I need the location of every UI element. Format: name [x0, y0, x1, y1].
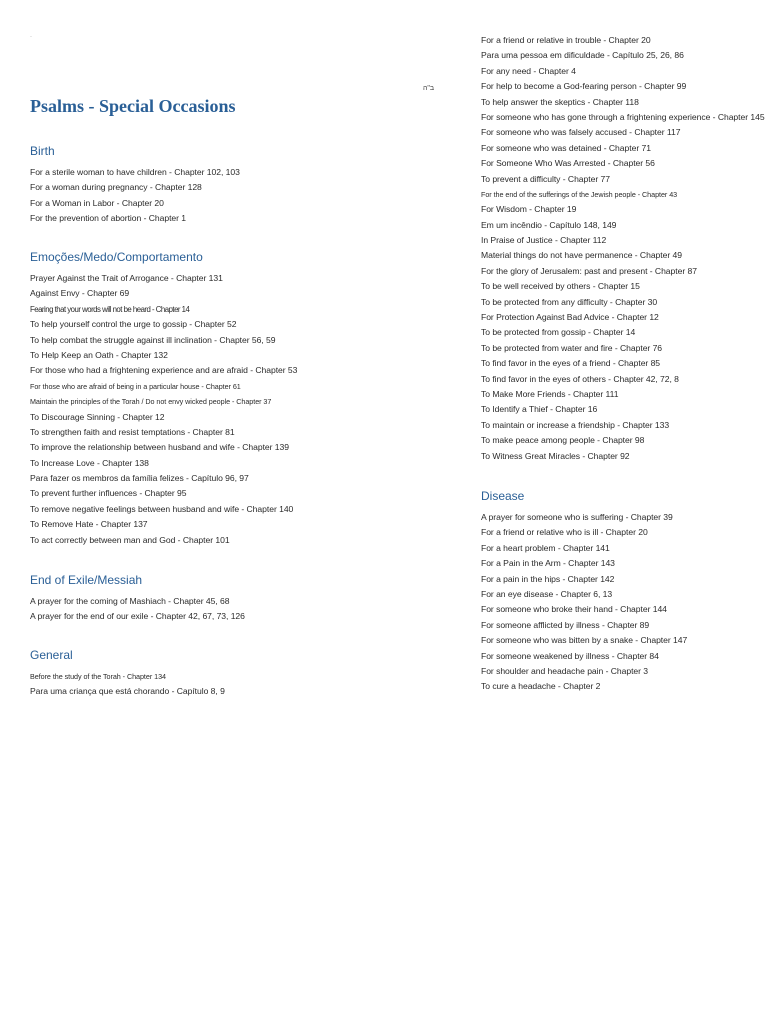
list-item: To find favor in the eyes of a friend - Chapter 85 [481, 358, 661, 369]
list-item: Before the study of the Torah - Chapter 134 [30, 672, 166, 681]
list-item: For a friend or relative who is ill - Chapter 20 [481, 527, 648, 538]
list-item: Material things do not have permanence - Chapter 49 [481, 250, 682, 261]
list-item: Para uma pessoa em dificuldade - Capítulo 25, 26, 86 [481, 50, 684, 61]
list-item: For a Pain in the Arm - Chapter 143 [481, 558, 615, 569]
list-item: To be protected from water and fire - Chapter 76 [481, 342, 663, 353]
list-item: For those who had a frightening experience and are afraid - Chapter 53 [30, 365, 298, 376]
list-item: For someone who broke their hand - Chapter 144 [481, 604, 667, 615]
list-item: A prayer for the coming of Mashiach - Chapter 45, 68 [30, 596, 230, 606]
section-title: Emoções/Medo/Comportamento [30, 250, 203, 264]
section-emotions [30, 249, 425, 548]
section-end-of-exile [30, 572, 425, 625]
list-item: For a friend or relative in trouble - Chapter 20 [481, 35, 651, 45]
list-item: For the end of the sufferings of the Jewish people - Chapter 43 [481, 189, 678, 199]
list-item: For the glory of Jerusalem: past and present - Chapter 87 [481, 265, 697, 276]
list-item: For an eye disease - Chapter 6, 13 [481, 588, 613, 599]
list-item: To remove negative feelings between husband and wife - Chapter 140 [30, 503, 294, 514]
list-item: To strengthen faith and resist temptations - Chapter 81 [30, 426, 235, 437]
list-item: To improve the relationship between husband and wife - Chapter 139 [30, 442, 289, 453]
section-birth [30, 143, 425, 227]
list-item: To Witness Great Miracles - Chapter 92 [481, 450, 630, 461]
list-item: Against Envy - Chapter 69 [30, 288, 130, 299]
list-item: To Help Keep an Oath - Chapter 132 [30, 349, 168, 360]
list-item: For someone who was detained - Chapter 71 [481, 142, 651, 153]
list-item: To act correctly between man and God - Chapter 101 [30, 534, 230, 545]
list-item: For a sterile woman to have children - Chapter 102, 103 [30, 167, 240, 177]
list-item: For Protection Against Bad Advice - Chapter 12 [481, 312, 659, 323]
item-list [481, 33, 766, 464]
bsd-mark: ב"ה [423, 85, 435, 92]
list-item: To Increase Love - Chapter 138 [30, 457, 149, 468]
list-item: To make peace among people - Chapter 98 [481, 435, 645, 446]
list-item: To Remove Hate - Chapter 137 [30, 519, 148, 530]
list-item: A prayer for someone who is suffering - Chapter 39 [481, 512, 673, 522]
section-disease [481, 488, 766, 695]
item-list [30, 594, 425, 625]
list-item: For someone afflicted by illness - Chapter 89 [481, 619, 650, 630]
page-title: Psalms - Special Occasions [30, 96, 236, 116]
list-item: For a pain in the hips - Chapter 142 [481, 573, 615, 584]
list-item: To help yourself control the urge to gossip - Chapter 52 [30, 319, 237, 330]
list-item: For someone who has gone through a frightening experience - Chapter 145 [481, 111, 765, 122]
section-general [30, 647, 425, 700]
list-item: To Make More Friends - Chapter 111 [481, 388, 619, 399]
list-item: Maintain the principles of the Torah / Do not envy wicked people - Chapter 37 [30, 397, 272, 407]
list-item: For help to become a God-fearing person - Chapter 99 [481, 81, 687, 92]
list-item: Prayer Against the Trait of Arrogance - Chapter 131 [30, 273, 223, 283]
list-item: To Discourage Sinning - Chapter 12 [30, 411, 165, 422]
list-item: A prayer for the end of our exile - Chapter 42, 67, 73, 126 [30, 611, 245, 622]
item-list [481, 510, 766, 695]
list-item: For the prevention of abortion - Chapter 1 [30, 213, 187, 224]
list-item: To prevent a difficulty - Chapter 77 [481, 173, 610, 184]
list-item: For those who are afraid of being in a particular house - Chapter 61 [30, 381, 241, 391]
item-list [30, 271, 425, 548]
list-item: To be well received by others - Chapter 15 [481, 281, 640, 292]
list-item: For a Woman in Labor - Chapter 20 [30, 197, 164, 208]
list-item: For Wisdom - Chapter 19 [481, 204, 577, 215]
list-item: For any need - Chapter 4 [481, 65, 576, 76]
section-title: Birth [30, 144, 55, 158]
list-item: To maintain or increase a friendship - Chapter 133 [481, 419, 670, 430]
section-title: End of Exile/Messiah [30, 573, 143, 587]
stray-dot: · [30, 34, 32, 40]
list-item: To be protected from any difficulty - Chapter 30 [481, 296, 658, 307]
list-item: To Identify a Thief - Chapter 16 [481, 404, 598, 415]
list-item: To help combat the struggle against ill inclination - Chapter 56, 59 [30, 334, 276, 345]
list-item: In Praise of Justice - Chapter 112 [481, 235, 607, 246]
item-list [30, 669, 425, 700]
list-item: Para fazer os membros da família felizes - Capítulo 96, 97 [30, 473, 249, 484]
list-item: For a woman during pregnancy - Chapter 128 [30, 182, 202, 193]
section-general-continued [481, 33, 766, 464]
list-item: For someone who was falsely accused - Chapter 117 [481, 127, 681, 138]
list-item: Em um incêndio - Capítulo 148, 149 [481, 219, 617, 230]
item-list [30, 165, 425, 227]
list-item: For shoulder and headache pain - Chapter 3 [481, 665, 649, 676]
list-item: Fearing that your words will not be heard - Chapter 14 [30, 304, 190, 314]
section-title: General [30, 648, 73, 662]
list-item: For someone who was bitten by a snake - Chapter 147 [481, 635, 688, 646]
list-item: To find favor in the eyes of others - Chapter 42, 72, 8 [481, 373, 679, 384]
section-title: Disease [481, 489, 525, 503]
list-item: For someone weakened by illness - Chapter 84 [481, 650, 659, 661]
list-item: For Someone Who Was Arrested - Chapter 56 [481, 158, 655, 169]
list-item: For a heart problem - Chapter 141 [481, 542, 610, 553]
list-item: To be protected from gossip - Chapter 14 [481, 327, 636, 338]
list-item: To help answer the skeptics - Chapter 118 [481, 96, 639, 107]
list-item: Para uma criança que está chorando - Capítulo 8, 9 [30, 686, 225, 697]
list-item: To cure a headache - Chapter 2 [481, 681, 601, 692]
list-item: To prevent further influences - Chapter 95 [30, 488, 187, 499]
